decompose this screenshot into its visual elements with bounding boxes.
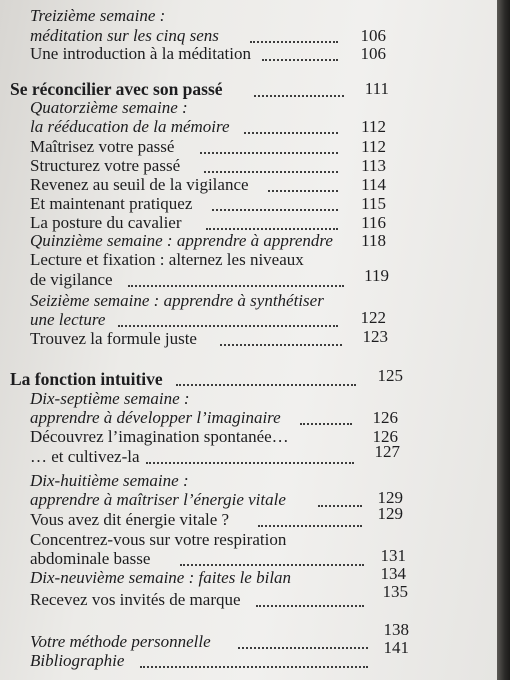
toc-entry: Structurez votre passé — [30, 156, 181, 175]
page-number: 122 — [360, 308, 386, 327]
dot-leader — [318, 505, 362, 507]
dot-leader — [128, 285, 344, 287]
page-number: 131 — [380, 546, 406, 565]
page-number: 106 — [360, 44, 386, 63]
toc-entry: Et maintenant pratiquez — [30, 194, 193, 213]
toc-entry: … et cultivez-la — [30, 447, 140, 466]
toc-entry-week-17: Dix-septième semaine : — [30, 389, 190, 408]
toc-entry: Lecture et fixation : alternez les niveaux — [30, 250, 304, 269]
dot-leader — [140, 666, 368, 668]
page-number: 127 — [374, 442, 400, 461]
toc-entry-week-14: Quatorzième semaine : — [30, 98, 188, 117]
toc-entry-week-13: Treizième semaine : — [30, 6, 166, 25]
toc-entry-week-19: Dix-neuvième semaine : faites le bilan — [30, 568, 292, 587]
toc-entry-week-18: Dix-huitième semaine : — [30, 471, 189, 490]
page-number: 138 — [383, 620, 409, 639]
page-number: 118 — [361, 231, 386, 250]
toc-entry: Vous avez dit énergie vitale ? — [30, 510, 230, 529]
dot-leader — [204, 171, 338, 173]
toc-entry-week-16-title: une lecture — [30, 310, 106, 329]
dot-leader — [206, 228, 338, 230]
toc-entry-week-14-title: la rééducation de la mémoire — [30, 117, 230, 136]
toc-entry: La posture du cavalier — [30, 213, 182, 232]
toc-entry-continued: de vigilance — [30, 270, 113, 289]
page-number: 129 — [377, 488, 403, 507]
toc-entry-continued: abdominale basse — [30, 549, 151, 568]
page-number: 114 — [361, 175, 386, 194]
section-heading: Se réconcilier avec son passé — [10, 79, 223, 99]
page-number: 141 — [383, 638, 409, 657]
toc-entry: Trouvez la formule juste — [30, 329, 197, 348]
dot-leader — [262, 59, 338, 61]
dot-leader — [180, 564, 364, 566]
page-number: 134 — [380, 564, 406, 583]
page-number: 111 — [364, 79, 389, 98]
dot-leader — [146, 462, 354, 464]
toc-entry-week-18-title: apprendre à maîtriser l’énergie vitale — [30, 490, 286, 509]
toc-entry-week-15: Quinzième semaine : apprendre à apprendre — [30, 231, 333, 250]
dot-leader — [212, 209, 338, 211]
dot-leader — [238, 647, 368, 649]
dot-leader — [220, 344, 342, 346]
toc-entry: Revenez au seuil de la vigilance — [30, 175, 249, 194]
toc-entry: Concentrez-vous sur votre respiration — [30, 530, 287, 549]
page-number: 115 — [361, 194, 386, 213]
page-number: 123 — [362, 327, 388, 346]
toc-entry: Recevez vos invités de marque — [30, 590, 241, 609]
page-number: 126 — [372, 427, 398, 446]
dot-leader — [200, 152, 338, 154]
page-number: 113 — [361, 156, 386, 175]
page-number: 112 — [361, 117, 386, 136]
toc-entry-week-17-title: apprendre à développer l’imaginaire — [30, 408, 281, 427]
toc-entry: Une introduction à la méditation — [30, 44, 251, 63]
page-number: 125 — [377, 366, 403, 385]
page-number: 135 — [382, 582, 408, 601]
page-number: 116 — [361, 213, 386, 232]
page-number: 112 — [361, 137, 386, 156]
toc-entry: Découvrez l’imagination spontanée… — [30, 427, 289, 446]
page-number: 119 — [364, 266, 389, 285]
toc-entry-week-13-title: méditation sur les cinq sens — [30, 26, 219, 45]
book-spine-shadow — [497, 0, 510, 680]
page-number: 106 — [360, 26, 386, 45]
page-number: 126 — [372, 408, 398, 427]
dot-leader — [256, 605, 364, 607]
dot-leader — [300, 423, 352, 425]
dot-leader — [250, 41, 338, 43]
page-number: 129 — [377, 504, 403, 523]
toc-entry-methode: Votre méthode personnelle — [30, 632, 211, 651]
dot-leader — [268, 190, 338, 192]
section-heading: La fonction intuitive — [10, 369, 163, 389]
dot-leader — [258, 525, 362, 527]
dot-leader — [176, 384, 356, 386]
dot-leader — [254, 95, 344, 97]
toc-entry: Maîtrisez votre passé — [30, 137, 175, 156]
dot-leader — [118, 325, 338, 327]
dot-leader — [244, 132, 338, 134]
toc-entry-week-16: Seizième semaine : apprendre à synthétiser — [30, 291, 324, 310]
toc-entry-bibliographie: Bibliographie — [30, 651, 125, 670]
